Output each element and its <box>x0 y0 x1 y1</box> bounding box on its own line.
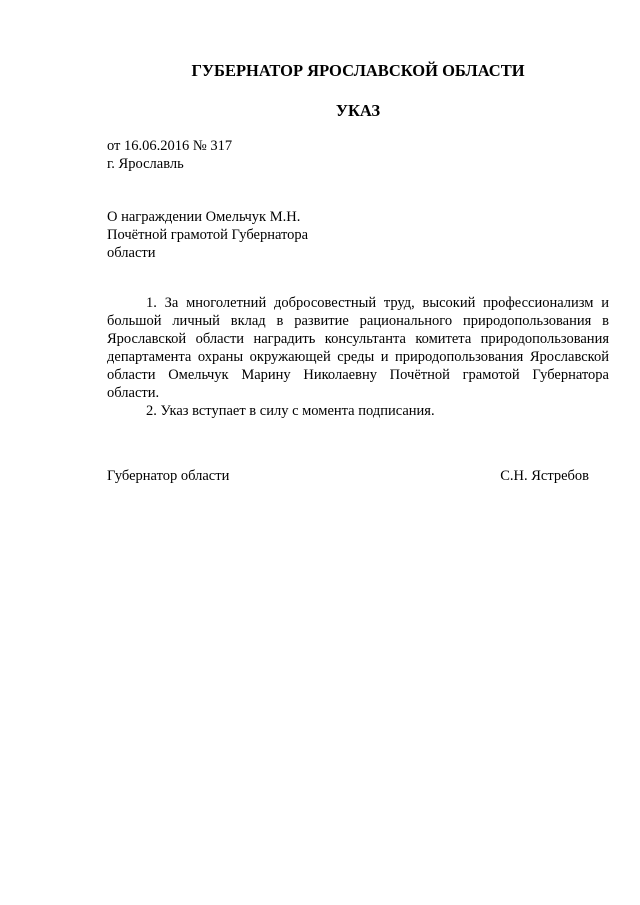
subject-line: Почётной грамотой Губернатора <box>107 227 309 243</box>
body-paragraph-2: 2. Указ вступает в силу с момента подписания. <box>146 403 435 419</box>
signatory-position: Губернатор области <box>107 468 230 484</box>
decree-city: г. Ярославль <box>107 156 184 172</box>
subject-line: области <box>107 245 156 261</box>
decree-body <box>107 294 609 420</box>
document-title: ГУБЕРНАТОР ЯРОСЛАВСКОЙ ОБЛАСТИ <box>191 61 525 80</box>
decree-type: УКАЗ <box>335 101 381 120</box>
decree-subject <box>107 208 308 262</box>
signature-block <box>107 467 589 485</box>
body-paragraph-1: 1. За многолетний добросовестный труд, высокий профессионализм и большой личный вклад в развитие рационального природопользования в Ярославской области наградить консультанта комитета природопользования департамента охраны окружающей среды и природопользования Ярославской области Омельчук Марину Николаевну Почётной грамотой Губернатора области. <box>107 295 609 401</box>
decree-date-number: от 16.06.2016 № 317 <box>107 138 233 154</box>
subject-line: О награждении Омельчук М.Н. <box>107 209 301 225</box>
signatory-name: С.Н. Ястребов <box>500 468 589 484</box>
